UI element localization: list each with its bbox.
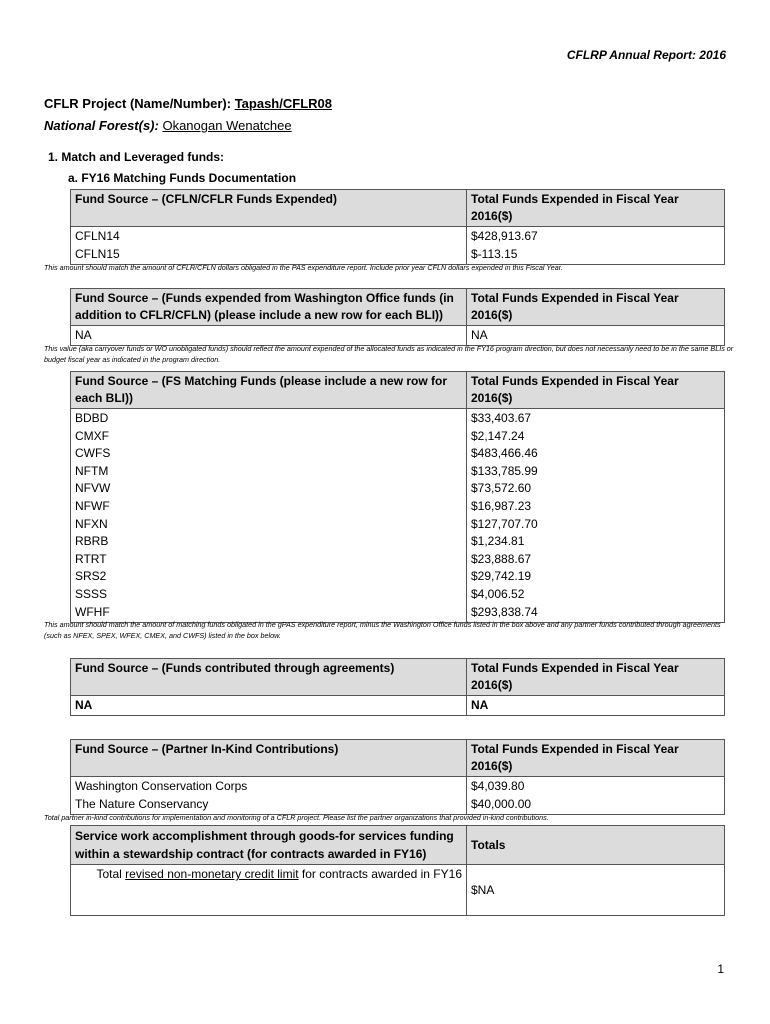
service-total-label xyxy=(71,865,467,916)
report-title: CFLRP Annual Report: 2016 xyxy=(566,48,726,62)
table-row-source: NFXN xyxy=(75,516,108,531)
table-row-amount: $428,913.67 xyxy=(471,229,538,243)
page-number: 1 xyxy=(717,962,724,976)
table-row-amount: $1,234.81 xyxy=(471,534,525,549)
forest-label: National Forest(s): xyxy=(44,118,159,133)
table-row-source: The Nature Conservancy xyxy=(75,796,209,811)
table-row-source: Washington Conservation Corps xyxy=(75,779,248,793)
agreements-table xyxy=(70,658,725,716)
fs-col1-header: Fund Source – (FS Matching Funds (please include a new row for each BLI)) xyxy=(71,372,467,409)
table-row-source: NFTM xyxy=(75,463,109,478)
project-label: CFLR Project (Name/Number): xyxy=(44,96,232,111)
table-row-source: RBRB xyxy=(75,534,109,549)
partner-sources-cell xyxy=(71,777,467,815)
service-total-post: for contracts awarded in FY16 xyxy=(298,867,462,881)
cfln-amounts-cell xyxy=(467,227,725,265)
service-work-table xyxy=(70,825,725,916)
cfln-col1-header: Fund Source – (CFLN/CFLR Funds Expended) xyxy=(71,190,467,227)
table-row-source: CFLN14 xyxy=(75,229,120,243)
table-row-source: CWFS xyxy=(75,446,111,461)
cfln-col2-header: Total Funds Expended in Fiscal Year 2016($) xyxy=(467,190,725,227)
table-row-source: WFHF xyxy=(75,604,110,619)
partner-amounts-cell xyxy=(467,777,725,815)
partner-col1-header: Fund Source – (Partner In-Kind Contributions) xyxy=(71,740,467,777)
wo-col1-header: Fund Source – (Funds expended from Washington Office funds (in addition to CFLR/CFLN) (please include a new row for each BLI)) xyxy=(71,289,467,326)
table-row-source: NA xyxy=(71,696,467,716)
table-row-amount: $73,572.60 xyxy=(471,481,532,496)
section-heading: 1. Match and Leveraged funds: xyxy=(48,150,225,164)
forest-value: Okanogan Wenatchee xyxy=(162,118,292,133)
table-row-amount: $127,707.70 xyxy=(471,516,538,531)
fs-note: This amount should match the amount of matching funds obligated in the gPAS expenditure report, minus the Washington Office funds listed in the box above and any partner funds contributed through agreements (such as NFEX, SPEX, WFEX, CMEX, and CWFS) listed in the box below. xyxy=(44,620,721,640)
table-row-source: SSSS xyxy=(75,586,108,601)
table-row-amount: $4,006.52 xyxy=(471,586,525,601)
table-row-amount: NA xyxy=(467,696,725,716)
service-total-amount: $NA xyxy=(467,865,725,916)
table-row-amount: $33,403.67 xyxy=(471,411,532,425)
service-col2-header: Totals xyxy=(467,826,725,865)
wo-note: This value (aka carryover funds or WO unobligated funds) should reflect the amount expended of the allocated funds as indicated in the FY16 program direction, but does not necessarily need to be in the same BLIs or budget fiscal year as indicated in the program direction. xyxy=(44,344,734,364)
table-row-amount: $2,147.24 xyxy=(471,428,525,443)
fs-amounts-cell xyxy=(467,409,725,623)
subsection-heading: a. FY16 Matching Funds Documentation xyxy=(68,171,297,185)
agreements-col1-header: Fund Source – (Funds contributed through agreements) xyxy=(71,659,467,696)
forest-line xyxy=(44,118,292,133)
table-row-source: RTRT xyxy=(75,551,107,566)
fs-col2-header: Total Funds Expended in Fiscal Year 2016($) xyxy=(467,372,725,409)
table-row-source: NA xyxy=(71,326,467,346)
table-row-amount: $133,785.99 xyxy=(471,463,538,478)
table-row-amount: $23,888.67 xyxy=(471,551,532,566)
table-row-source: SRS2 xyxy=(75,569,107,584)
table-row-source: NFVW xyxy=(75,481,111,496)
table-row-amount: $29,742.19 xyxy=(471,569,532,584)
table-row-amount: $-113.15 xyxy=(471,246,518,261)
table-row-amount: $483,466.46 xyxy=(471,446,538,461)
project-line xyxy=(44,96,332,111)
table-row-amount: NA xyxy=(467,326,725,346)
service-total-pre: Total xyxy=(96,867,126,881)
fs-sources-cell xyxy=(71,409,467,623)
table-row-source: NFWF xyxy=(75,498,110,513)
wo-funds-table xyxy=(70,288,725,346)
table-row-source: CFLN15 xyxy=(75,246,120,261)
cfln-funds-table xyxy=(70,189,725,265)
partner-col2-header: Total Funds Expended in Fiscal Year 2016($) xyxy=(467,740,725,777)
table-row-amount: $4,039.80 xyxy=(471,779,525,793)
cfln-note: This amount should match the amount of CFLR/CFLN dollars obligated in the PAS expenditure report. Include prior year CFLN dollars expended in this Fiscal Year. xyxy=(44,263,563,272)
credit-limit-term: revised non-monetary credit limit xyxy=(125,867,299,881)
partner-note: Total partner in-kind contributions for implementation and monitoring of a CFLR project. Please list the partner organizations that provided in-kind contributions. xyxy=(44,813,549,822)
partner-inkind-table xyxy=(70,739,725,815)
table-row-source: CMXF xyxy=(75,428,109,443)
table-row-source: BDBD xyxy=(75,411,109,425)
table-row-amount: $40,000.00 xyxy=(471,796,532,811)
project-value: Tapash/CFLR08 xyxy=(234,96,332,111)
wo-col2-header: Total Funds Expended in Fiscal Year 2016($) xyxy=(467,289,725,326)
table-row-amount: $293,838.74 xyxy=(471,604,538,619)
agreements-col2-header: Total Funds Expended in Fiscal Year 2016($) xyxy=(467,659,725,696)
cfln-sources-cell xyxy=(71,227,467,265)
table-row-amount: $16,987.23 xyxy=(471,498,532,513)
fs-matching-table xyxy=(70,371,725,623)
service-col1-header: Service work accomplishment through goods-for services funding within a stewardship contract (for contracts awarded in FY16) xyxy=(71,826,467,865)
